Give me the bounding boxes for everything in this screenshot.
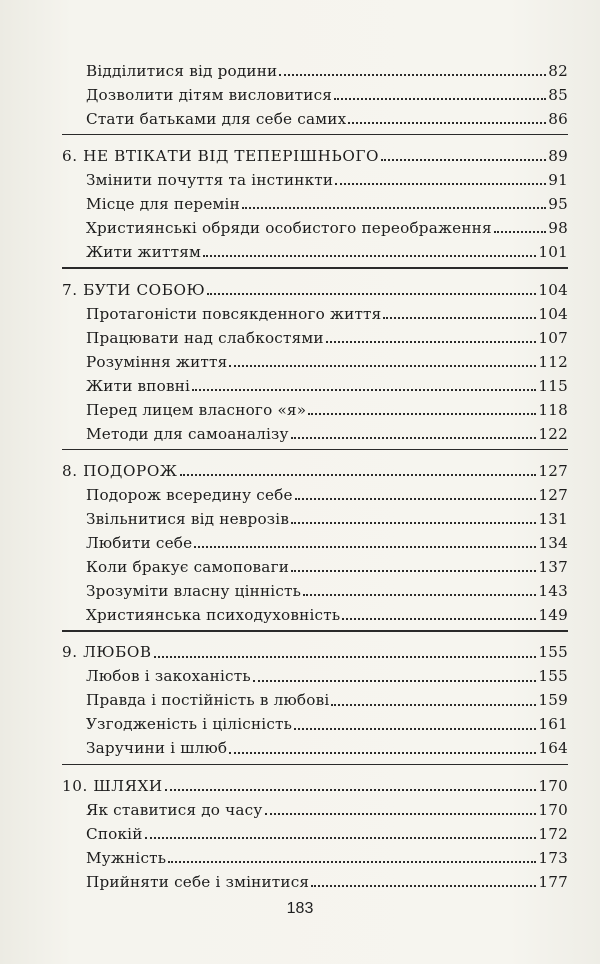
toc-entry-page: 107 (538, 328, 568, 347)
toc-entry (62, 797, 568, 821)
toc-entry (62, 239, 568, 263)
toc-entry-title: Відділитися від родини (86, 61, 278, 80)
toc-chapter-title: 6. НЕ ВТІКАТИ ВІД ТЕПЕРІШНЬОГО (62, 147, 380, 166)
toc-entry-page: 104 (538, 304, 568, 323)
leader-dots (331, 704, 536, 706)
toc-chapter-title: 10. ШЛЯХИ (62, 776, 163, 795)
toc-entry-title: Змінити почуття та інстинкти (86, 171, 334, 190)
toc-entry-page: 134 (538, 533, 568, 552)
toc-entry-title: Перед лицем власного «я» (86, 400, 307, 419)
toc-entry (62, 688, 568, 712)
section-divider (62, 449, 568, 450)
leader-dots (265, 813, 537, 815)
toc-entry (62, 397, 568, 421)
leader-dots (229, 365, 536, 367)
leader-dots (207, 293, 536, 295)
toc-entry-page: 115 (538, 376, 568, 395)
toc-entry-title: Стати батьками для себе самих (86, 109, 347, 128)
toc-entry-title: Жити вповні (86, 376, 191, 395)
leader-dots (145, 837, 537, 839)
leader-dots (381, 159, 546, 161)
toc-entry-page: 161 (538, 715, 568, 734)
toc-entry-page: 82 (548, 61, 568, 80)
leader-dots (168, 861, 536, 863)
toc-entry (62, 821, 568, 845)
toc-entry-page: 122 (538, 424, 568, 443)
toc-entry-title: Любити себе (86, 533, 193, 552)
toc-entry-page: 118 (538, 400, 568, 419)
toc-entry-title: Звільнитися від неврозів (86, 509, 290, 528)
section-divider (62, 630, 568, 631)
toc-entry (62, 349, 568, 373)
toc-entry-page: 85 (548, 85, 568, 104)
toc-entry-page: 95 (548, 195, 568, 214)
section-divider (62, 134, 568, 135)
toc-chapter-page: 155 (538, 643, 568, 662)
toc-entry-title: Розуміння життя (86, 352, 228, 371)
toc-entry-page: 127 (538, 485, 568, 504)
leader-dots (192, 389, 536, 391)
toc-entry-title: Дозволити дітям висловитися (86, 85, 333, 104)
toc-entry-title: Як ставитися до часу (86, 800, 263, 819)
page-number: 183 (286, 900, 314, 917)
toc-chapter (62, 640, 568, 664)
toc-entry-page: 101 (538, 243, 568, 262)
toc-entry (62, 530, 568, 554)
table-of-contents (62, 58, 568, 893)
toc-entry-page: 86 (548, 109, 568, 128)
toc-entry-title: Прийняти себе і змінитися (86, 872, 310, 891)
toc-entry (62, 712, 568, 736)
toc-entry-page: 98 (548, 219, 568, 238)
toc-chapter-title: 8. ПОДОРОЖ (62, 461, 178, 480)
leader-dots (303, 594, 536, 596)
toc-entry-title: Правда і постійність в любові (86, 691, 330, 710)
leader-dots (494, 231, 547, 233)
toc-entry (62, 578, 568, 602)
toc-chapter (62, 143, 568, 167)
toc-entry-title: Протагоністи повсякденного життя (86, 304, 382, 323)
toc-entry-page: 177 (538, 872, 568, 891)
toc-entry-page: 131 (538, 509, 568, 528)
leader-dots (308, 413, 536, 415)
toc-chapter-page: 89 (548, 147, 568, 166)
toc-entry-page: 112 (538, 352, 568, 371)
toc-entry (62, 554, 568, 578)
toc-entry-title: Спокій (86, 824, 143, 843)
toc-entry-title: Подорож всередину себе (86, 485, 293, 504)
toc-chapter (62, 277, 568, 301)
toc-entry (62, 845, 568, 869)
toc-entry (62, 106, 568, 130)
toc-entry (62, 736, 568, 760)
leader-dots (165, 789, 537, 791)
section-divider (62, 764, 568, 765)
toc-entry-title: Зрозуміти власну цінність (86, 581, 302, 600)
toc-entry-page: 173 (538, 848, 568, 867)
toc-entry (62, 482, 568, 506)
toc-entry-page: 170 (538, 800, 568, 819)
toc-entry-title: Методи для самоаналізу (86, 424, 289, 443)
toc-entry-title: Християнська психодуховність (86, 605, 341, 624)
toc-entry-title: Місце для перемін (86, 195, 240, 214)
toc-entry (62, 869, 568, 893)
toc-entry (62, 167, 568, 191)
toc-entry (62, 602, 568, 626)
toc-chapter-page: 170 (538, 776, 568, 795)
leader-dots (294, 728, 536, 730)
toc-entry-title: Коли бракує самоповаги (86, 557, 290, 576)
leader-dots (342, 618, 536, 620)
leader-dots (194, 546, 536, 548)
leader-dots (291, 570, 536, 572)
toc-entry (62, 421, 568, 445)
leader-dots (291, 522, 536, 524)
leader-dots (334, 98, 546, 100)
toc-chapter-title: 9. ЛЮБОВ (62, 643, 152, 662)
toc-entry (62, 58, 568, 82)
toc-entry-page: 159 (538, 691, 568, 710)
leader-dots (311, 885, 536, 887)
toc-entry-page: 164 (538, 739, 568, 758)
toc-entry (62, 506, 568, 530)
toc-entry-page: 137 (538, 557, 568, 576)
toc-entry (62, 325, 568, 349)
toc-entry-title: Християнські обряди особистого переображення (86, 219, 492, 238)
leader-dots (291, 437, 537, 439)
toc-chapter-title: 7. БУТИ СОБОЮ (62, 280, 206, 299)
leader-dots (154, 656, 537, 658)
toc-entry-page: 91 (548, 171, 568, 190)
leader-dots (253, 680, 537, 682)
leader-dots (229, 752, 536, 754)
leader-dots (180, 474, 537, 476)
toc-chapter-page: 104 (538, 280, 568, 299)
leader-dots (203, 255, 536, 257)
toc-entry (62, 215, 568, 239)
toc-chapter-page: 127 (538, 461, 568, 480)
leader-dots (383, 317, 536, 319)
toc-entry (62, 191, 568, 215)
leader-dots (348, 122, 546, 124)
leader-dots (242, 207, 546, 209)
toc-entry-page: 172 (538, 824, 568, 843)
toc-entry-page: 149 (538, 605, 568, 624)
toc-entry (62, 373, 568, 397)
toc-entry-title: Любов і закоханість (86, 667, 251, 686)
leader-dots (326, 341, 537, 343)
toc-entry-title: Заручини і шлюб (86, 739, 228, 758)
leader-dots (295, 498, 537, 500)
toc-entry (62, 664, 568, 688)
leader-dots (279, 74, 546, 76)
leader-dots (335, 183, 546, 185)
toc-entry-page: 155 (538, 667, 568, 686)
toc-entry-title: Жити життям (86, 243, 202, 262)
toc-entry-title: Узгодженість і цілісність (86, 715, 293, 734)
toc-entry-title: Працювати над слабкостями (86, 328, 324, 347)
toc-entry-page: 143 (538, 581, 568, 600)
toc-entry (62, 301, 568, 325)
toc-chapter (62, 773, 568, 797)
toc-chapter (62, 458, 568, 482)
section-divider (62, 267, 568, 268)
toc-entry-title: Мужність (86, 848, 167, 867)
toc-entry (62, 82, 568, 106)
